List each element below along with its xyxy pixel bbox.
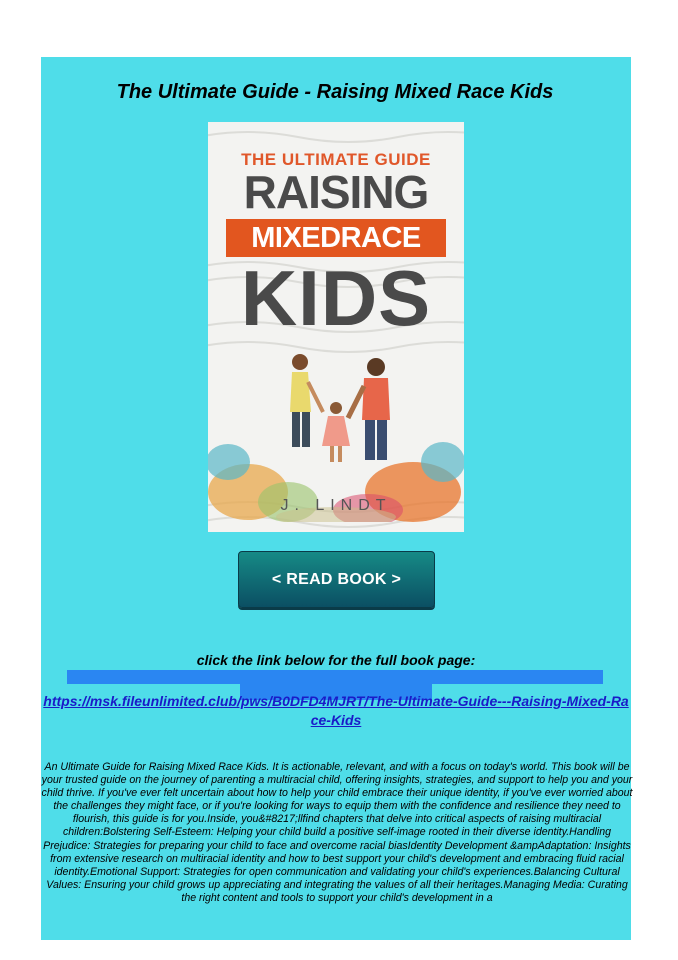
cover-word-kids: KIDS: [240, 254, 432, 342]
cover-word-raising: RAISING: [243, 166, 429, 218]
book-cover: [208, 122, 464, 532]
book-page-link[interactable]: https://msk.fileunlimited.club/pws/B0DFD4MJRT/The-Ultimate-Guide---Raising-Mixed-Race-Kids: [43, 693, 629, 728]
page-title: The Ultimate Guide - Raising Mixed Race Kids: [116, 81, 554, 103]
cover-subtitle: THE ULTIMATE GUIDE: [241, 150, 431, 169]
click-instruction: click the link below for the full book page:: [196, 652, 476, 668]
cover-word-mixedrace: MIXEDRACE: [226, 219, 446, 257]
link-highlight-bar: [67, 670, 603, 684]
cover-family-illustration: [208, 342, 464, 522]
read-book-button[interactable]: < READ BOOK >: [238, 551, 435, 608]
book-description: An Ultimate Guide for Raising Mixed Race Kids. It is actionable, relevant, and with a focus on today's world. This book will be your trusted guide on the journey of parenting a multiracial child, offering insights, strategies, and support to help you and your child thrive. If you've ever felt uncertain about how to help your child embrace their unique identity, if you've ever worried about the challenges they might face, or if you're looking for ways to equip them with the confidence and resilience they need to flourish, this guide is for you.Inside, you&#8217;llfind chapters that delve into critical aspects of raising multiracial children:Bolstering Self-Esteem: Helping your child build a positive self-image rooted in their diverse identity.Handling Prejudice: Strategies for preparing your child to face and overcome racial biasIdentity Development &ampAdaptation: Insights from extensive research on multiracial identity and how to best support your child's development and embracing fluid racial identity.Emotional Support: Strategies for open communication and validating your child's experiences.Balancing Cultural Values: Ensuring your child grows up appreciating and integrating the values of all their heritages.Managing Media: Curating the right content and tools to support your child's development in a: [41, 761, 633, 904]
cover-author: J. LINDT: [280, 497, 392, 514]
